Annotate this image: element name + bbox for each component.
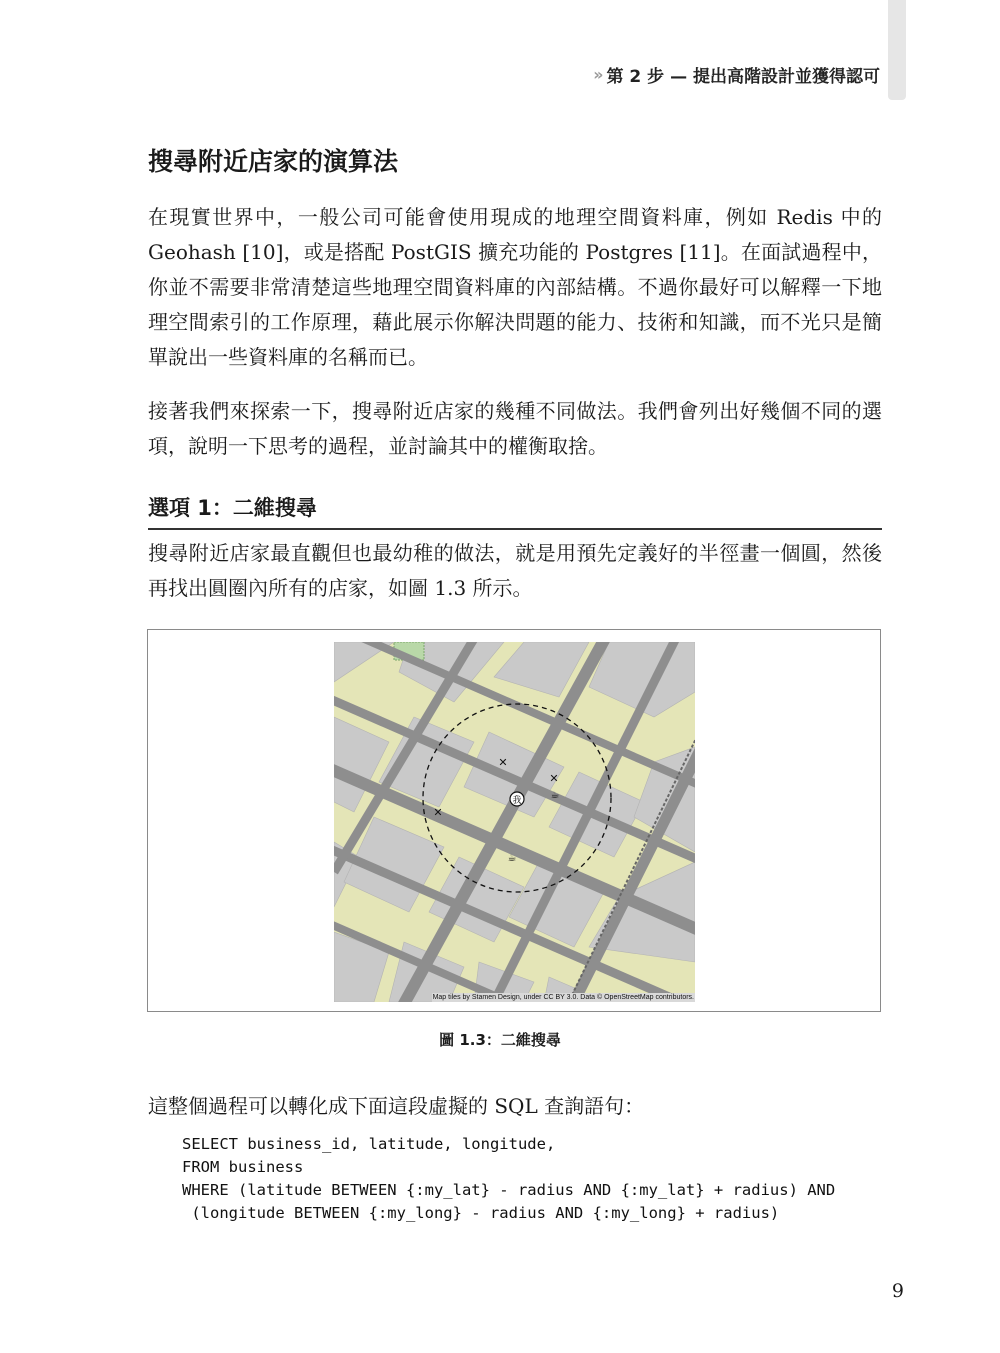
figure-caption: 圖 1.3：二維搜尋 — [439, 1031, 561, 1049]
cafe-icon: ☕ — [550, 790, 560, 801]
cafe-icon: ☕ — [507, 853, 517, 864]
paragraph-query-intro: 這整個過程可以轉化成下面這段虛擬的 SQL 查詢語句： — [148, 1094, 645, 1118]
page-number: 9 — [891, 1280, 904, 1302]
section-title: 搜尋附近店家的演算法 — [148, 147, 399, 176]
paragraph-intro: 在現實世界中，一般公司可能會使用現成的地理空間資料庫，例如 Redis 中的 Geohash [10]，或是搭配 PostGIS 擴充功能的 Postgres [11]。在面試過程中，你並不需要非常清楚這些地理空間資料庫的內部結構。不過你最好可以解釋一下地理空間索引的工作原理，藉此展示你解決問題的能力、技術和知識，而不光只是簡單說出一些資料庫的名稱而已。 — [148, 205, 882, 369]
map-attribution: Map tiles by Stamen Design, under CC BY 3.0. Data © OpenStreetMap contributors. — [432, 994, 694, 1001]
chapter-side-tab — [888, 0, 906, 100]
restaurant-icon: ✕ — [433, 806, 443, 819]
paragraph-option1: 搜尋附近店家最直觀但也最幼稚的做法，就是用預先定義好的半徑畫一個圓，然後再找出圓圈內所有的店家，如圖 1.3 所示。 — [148, 541, 882, 600]
restaurant-icon: ✕ — [498, 756, 508, 769]
subsection-title: 選項 1：二維搜尋 — [148, 492, 882, 530]
running-header — [593, 62, 880, 87]
map-figure — [334, 642, 695, 1002]
map-canvas — [334, 642, 695, 1002]
chevron-icon: ›› — [593, 65, 601, 84]
paragraph-explore: 接著我們來探索一下，搜尋附近店家的幾種不同做法。我們會列出好幾個不同的選項，說明一下思考的過程，並討論其中的權衡取捨。 — [148, 399, 882, 458]
restaurant-icon: ✕ — [549, 772, 559, 785]
running-title: 第 2 步 — 提出高階設計並獲得認可 — [606, 67, 880, 87]
sql-code-block: SELECT business_id, latitude, longitude, FROM business WHERE (latitude BETWEEN {:my_lat} - radius AND {:my_lat} + radius) AND (longitude BETWEEN {:my_long} - radius AND {:my_long} + radius) — [182, 1135, 836, 1222]
user-location-label: 我 — [512, 796, 522, 806]
